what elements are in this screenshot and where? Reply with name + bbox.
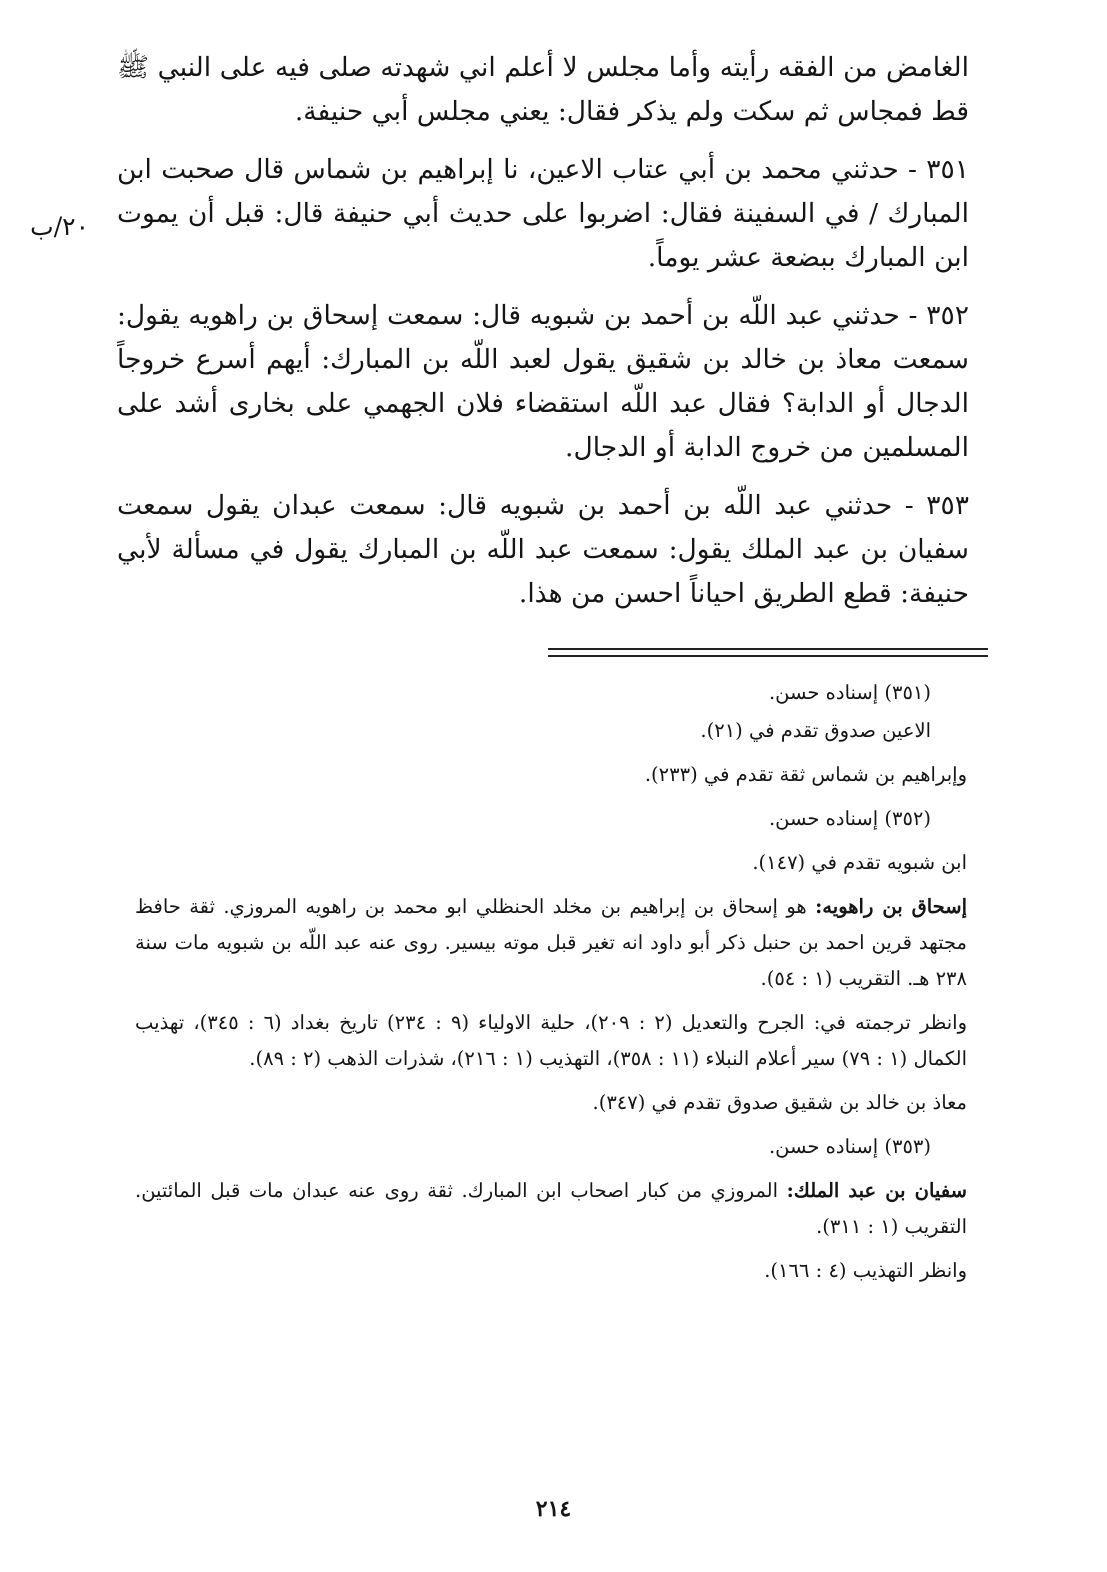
footnote-351-grade: (٣٥١) إسناده حسن.: [768, 681, 931, 704]
paragraph-353: ٣٥٣ - حدثني عبد اللّه بن أحمد بن شبويه قال: سمعت عبدان يقول سمعت سفيان بن عبد الملك يقول: سمعت عبد اللّه بن المبارك يقول في مسألة لأبي حنيفة: قطع الطريق احياناً احسن من هذا.: [117, 490, 969, 609]
footnote-text: هو إسحاق بن إبراهيم بن مخلد الحنظلي ابو محمد بن راهويه المروزي. ثقة حافظ مجتهد قرين احمد بن حنبل ذكر أبو داود انه تغير قبل موته بيسير. روى عنه عبد اللّه بن شبويه مات سنة ٢٣٨ هـ. التقريب (١ : ٥٤).: [135, 895, 967, 990]
footnote-352-shabawayh: ابن شبويه تقدم في (١٤٧).: [752, 851, 967, 874]
footnote-352-ishaq: [135, 889, 967, 997]
manuscript-folio-marker: ٢٠/ب: [30, 212, 89, 241]
footnote-label: إسحاق بن راهويه:: [815, 895, 968, 918]
footnote-351-aayan: الاعين صدوق تقدم في (٢١).: [700, 719, 931, 742]
footnote-separator-bottom: [548, 655, 988, 657]
footnote-separator-top: [548, 648, 988, 650]
paragraph-continuation: الغامض من الفقه رأيته وأما مجلس لا أعلم اني شهدته صلى فيه على النبي ﷺ قط فمجاس ثم سكت ولم يذكر فقال: يعني مجلس أبي حنيفة.: [117, 52, 969, 127]
footnote-352-grade: (٣٥٢) إسناده حسن.: [768, 807, 931, 830]
footnote-352-muadh: معاذ بن خالد بن شقيق صدوق تقدم في (٣٤٧).: [592, 1091, 967, 1114]
main-text: [117, 46, 969, 616]
paragraph-351: ٣٥١ - حدثني محمد بن أبي عتاب الاعين، نا إبراهيم بن شماس قال صحبت ابن المبارك / في السفينة فقال: اضربوا على حديث أبي حنيفة قال: قبل أن يموت ابن المبارك ببضعة عشر يوماً.: [117, 154, 969, 273]
page-number: ٢١٤: [535, 1496, 572, 1522]
footnote-label: سفيان بن عبد الملك:: [786, 1179, 967, 1202]
footnote-353-grade: (٣٥٣) إسناده حسن.: [768, 1135, 931, 1158]
footnote-353-sufyan: [135, 1173, 967, 1245]
footnotes: [135, 675, 967, 1297]
footnote-352-sources: وانظر ترجمته في: الجرح والتعديل (٢ : ٢٠٩)، حلية الاولياء (٩ : ٢٣٤) تاريخ بغداد (٦ : ٣٤٥)، تهذيب الكمال (١ : ٧٩) سير أعلام النبلاء (١١ : ٣٥٨)، التهذيب (١ : ٢١٦)، شذرات الذهب (٢ : ٨٩).: [135, 1011, 968, 1070]
footnote-353-tahdhib: وانظر التهذيب (٤ : ١٦٦).: [764, 1259, 967, 1282]
footnote-351-ibrahim: وإبراهيم بن شماس ثقة تقدم في (٢٣٣).: [644, 763, 967, 786]
paragraph-352: ٣٥٢ - حدثني عبد اللّه بن أحمد بن شبويه قال: سمعت إسحاق بن راهويه يقول: سمعت معاذ بن خالد بن شقيق يقول لعبد اللّه بن المبارك: أيهم أسرع خروجاً الدجال أو الدابة؟ فقال عبد اللّه استقضاء فلان الجهمي على بخارى أشد على المسلمين من خروج الدابة أو الدجال.: [117, 300, 969, 463]
footnote-text: المروزي من كبار اصحاب ابن المبارك. ثقة روى عنه عبدان مات قبل المائتين. التقريب (١ : ٣١١).: [135, 1179, 967, 1238]
